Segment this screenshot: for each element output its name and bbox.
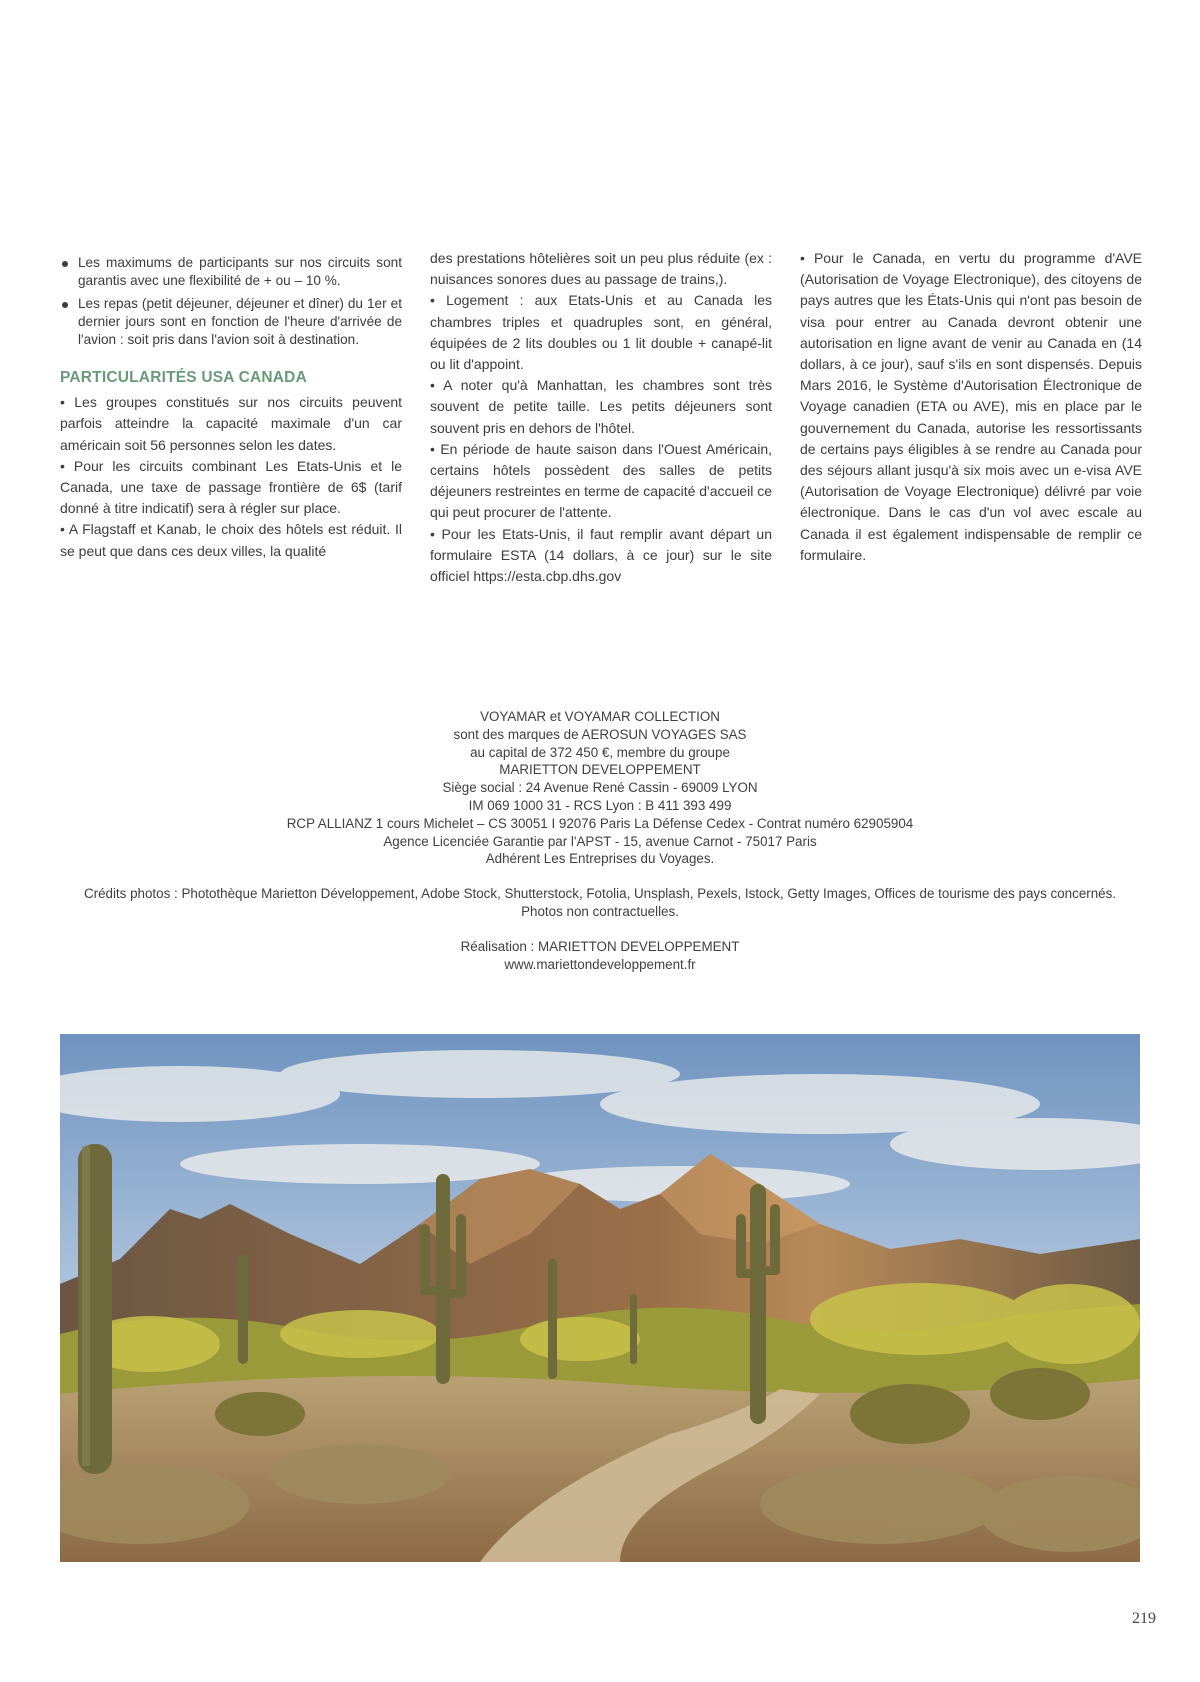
- section-heading: PARTICULARITÉS USA CANADA: [60, 369, 307, 386]
- paragraph: • Pour les circuits combinant Les Etats-Unis et le Canada, une taxe de passage frontière de 6$ (tarif donné à titre indicatif) sera à régler sur place.: [60, 457, 402, 517]
- photo-disclaimer: Photos non contractuelles.: [521, 903, 679, 919]
- text-column-3: [800, 248, 1142, 566]
- legal-line: Adhérent Les Entreprises du Voyages.: [485, 851, 715, 867]
- legal-line: Agence Licenciée Garantie par l'APST - 15, avenue Carnot - 75017 Paris: [383, 833, 817, 849]
- paragraph: • En période de haute saison dans l'Ouest Américain, certains hôtels possèdent des salles de petits déjeuners restreintes en terme de capacité d'accueil ce qui peut procurer de l'attente.: [430, 440, 772, 521]
- page-number: 219: [1132, 1610, 1156, 1627]
- paragraph: • Logement : aux Etats-Unis et au Canada les chambres triples et quadruples sont, en général, équipées de 2 lits doubles ou 1 lit double + canapé-lit ou lit d'appoint.: [430, 292, 772, 373]
- desert-landscape-illustration: [60, 1034, 1140, 1562]
- photo-credits: Crédits photos : Photothèque Marietton Développement, Adobe Stock, Shutterstock, Fotolia, Unsplash, Pexels, Istock, Getty Images, Offices de tourisme des pays concernés.: [83, 886, 1117, 902]
- text-column-1: [60, 254, 402, 562]
- realisation-line: Réalisation : MARIETTON DEVELOPPEMENT: [460, 938, 740, 954]
- paragraph: • A Flagstaff et Kanab, le choix des hôtels est réduit. Il se peut que dans ces deux villes, la qualité: [60, 521, 402, 559]
- text-column-2: [430, 248, 772, 587]
- legal-notice: [0, 708, 1200, 973]
- spacer: [0, 868, 1200, 885]
- paragraph: • Pour le Canada, en vertu du programme d'AVE (Autorisation de Voyage Electronique), des citoyens de pays autres que les États-Unis qui n'ont pas besoin de visa pour entrer au Canada devront obtenir une autorisation en ligne avant de venir au Canada en (14 dollars, à ce jour), sauf s'ils en sont dispensés. Depuis Mars 2016, le Système d'Autorisation Électronique de Voyage canadien (ETA ou AVE), mis en place par le gouvernement du Canada, autorise les ressortissants de certains pays éligibles à se rendre au Canada pour des séjours allant jusqu'à six mois avec un e-visa AVE (Autorisation de Voyage Electronique) délivré par voie électronique. Dans le cas d'un vol avec escale au Canada il est également indispensable de remplir ce formulaire.: [800, 250, 1142, 563]
- list-item: Les repas (petit déjeuner, déjeuner et dîner) du 1er et dernier jours sont en fonction de l'heure d'arrivée de l'avion : soit pris dans l'avion soit à destination.: [60, 295, 402, 349]
- paragraph: • Les groupes constitués sur nos circuits peuvent parfois atteindre la capacité maximale d'un car américain soit 56 personnes selon les dates.: [60, 394, 402, 453]
- desert-landscape-photo: [60, 1034, 1140, 1562]
- legal-line: au capital de 372 450 €, membre du groupe: [470, 744, 730, 760]
- list-item: Les maximums de participants sur nos circuits sont garantis avec une flexibilité de + ou – 10 %.: [60, 254, 402, 290]
- legal-line: RCP ALLIANZ 1 cours Michelet – CS 30051 I 92076 Paris La Défense Cedex - Contrat numéro 62905904: [286, 815, 914, 831]
- legal-line: sont des marques de AEROSUN VOYAGES SAS: [453, 726, 747, 742]
- website-url: www.mariettondeveloppement.fr: [504, 956, 696, 972]
- legal-line: VOYAMAR et VOYAMAR COLLECTION: [480, 709, 720, 724]
- spacer: [0, 921, 1200, 938]
- legal-line: MARIETTON DEVELOPPEMENT: [499, 762, 701, 778]
- paragraph: des prestations hôtelières soit un peu plus réduite (ex : nuisances sonores dues au passage de trains,).: [430, 250, 772, 288]
- legal-line: IM 069 1000 31 - RCS Lyon : B 411 393 499: [468, 797, 732, 813]
- legal-line: Siège social : 24 Avenue René Cassin - 69009 LYON: [442, 780, 758, 796]
- paragraph: • Pour les Etats-Unis, il faut remplir avant départ un formulaire ESTA (14 dollars, à ce jour) sur le site officiel https://esta.cbp.dhs.gov: [430, 525, 772, 585]
- paragraph: • A noter qu'à Manhattan, les chambres sont très souvent de petite taille. Les petits déjeuners sont souvent pris en dehors de l'hôtel.: [430, 377, 772, 436]
